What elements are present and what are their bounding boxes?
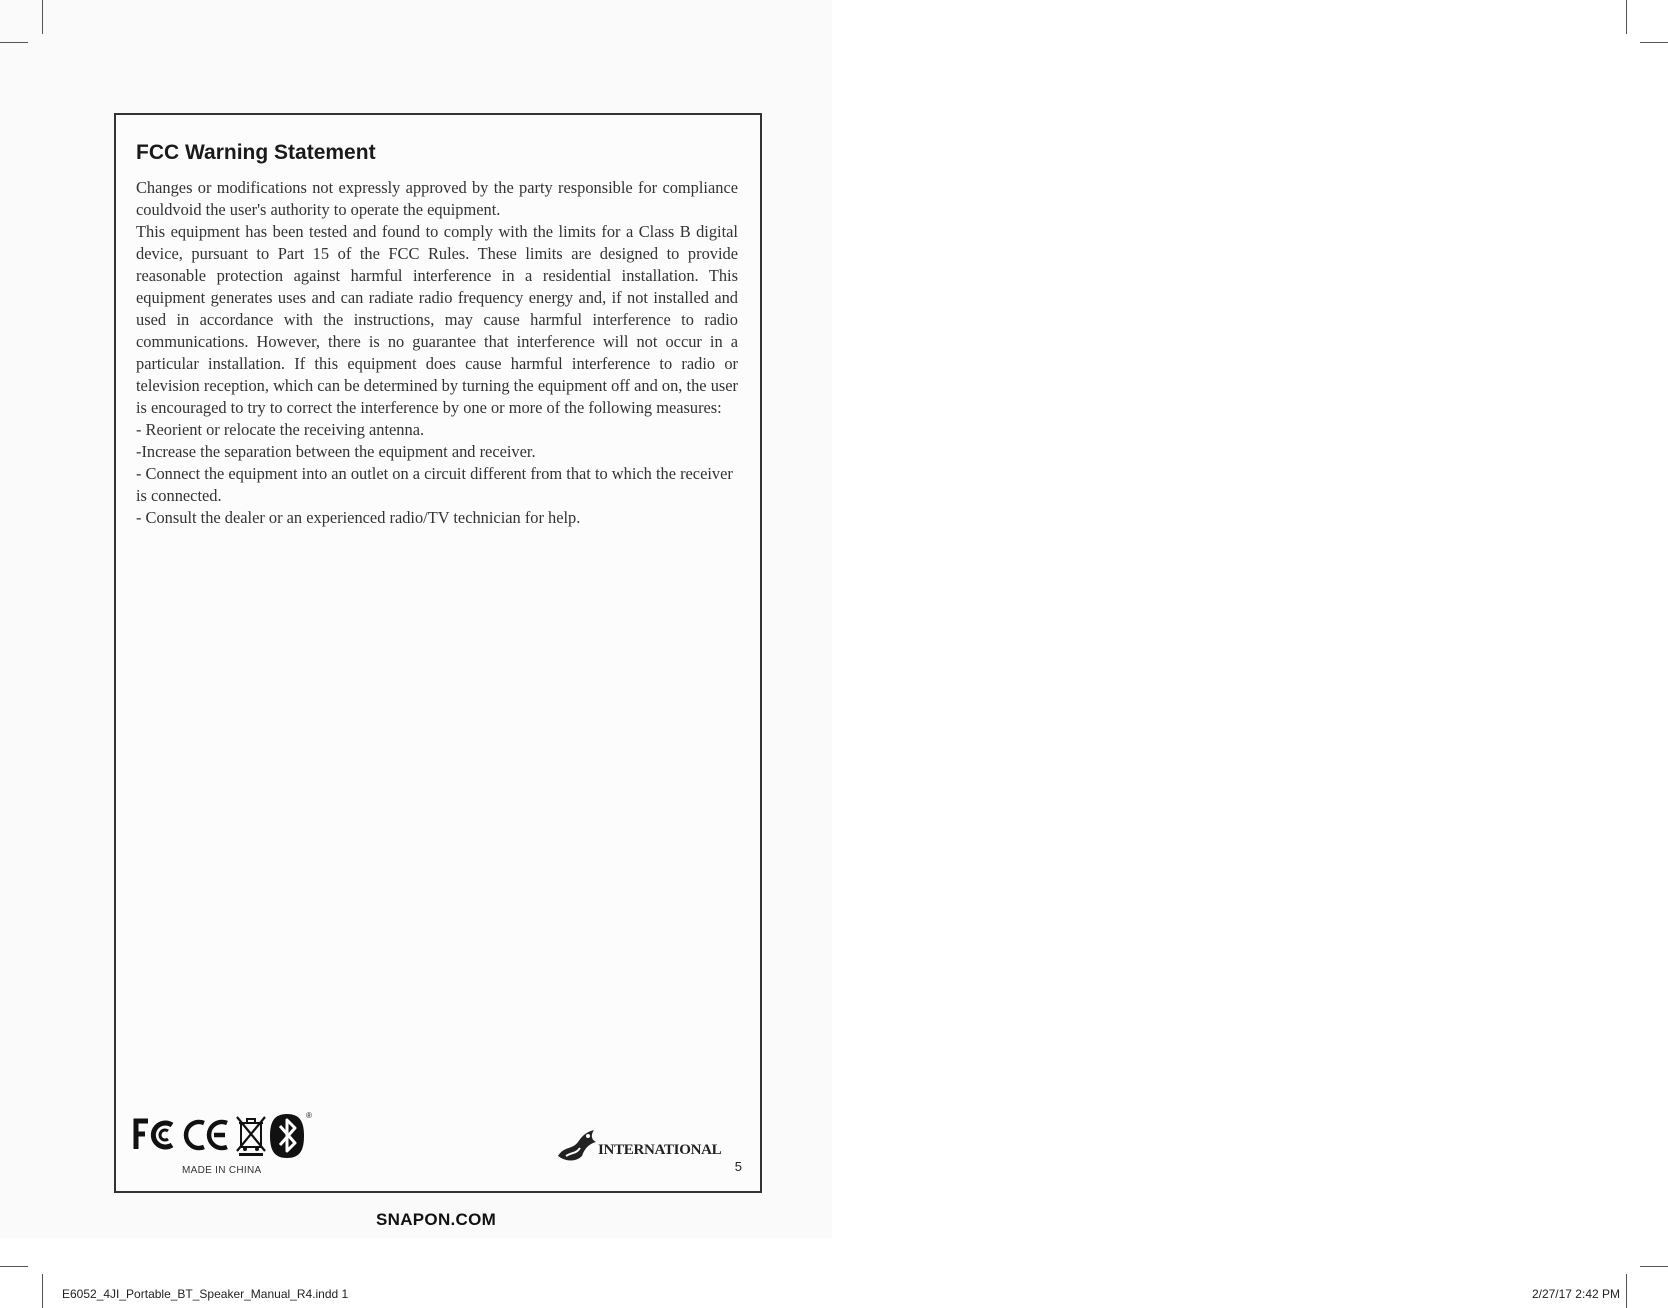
crop-mark-bottom-right-h	[1640, 1266, 1668, 1267]
fcc-logo-icon	[132, 1102, 180, 1155]
measure-item: - Connect the equipment into an outlet on a circuit different from that to which the receiver is connected.	[136, 464, 733, 505]
international-logo-text: INTERNATIONAL	[598, 1141, 722, 1158]
slug-datetime: 2/27/17 2:42 PM	[1531, 1287, 1620, 1301]
fcc-text: FC	[132, 1102, 154, 1119]
crop-mark-top-right-h	[1640, 42, 1668, 43]
crop-mark-bottom-right-v	[1626, 1274, 1627, 1308]
crop-mark-bottom-left-h	[0, 1266, 28, 1267]
crop-mark-bottom-left-v	[42, 1274, 43, 1308]
measure-item: -Increase the separation between the equipment and receiver.	[136, 442, 536, 461]
page-number: 5	[734, 1159, 742, 1174]
measure-item: - Consult the dealer or an experienced radio/TV technician for help.	[136, 508, 581, 527]
statement-body	[136, 177, 738, 529]
ce-text: CE	[182, 1102, 205, 1119]
website-url: SNAPON.COM	[376, 1210, 497, 1229]
crop-mark-top-right-v	[1626, 0, 1627, 34]
paragraph-compliance: This equipment has been tested and found to comply with the limits for a Class B digital device, pursuant to Part 15 of the FCC Rules. These limits are designed to provide reasonable protection against harmful interference in a residential installation. This equipment generates uses and can radiate radio frequency energy and, if not installed and used in accordance with the instructions, may cause harmful interference to radio communications. However, there is no guarantee that interference will not occur in a particular installation. If this equipment does cause harmful interference to radio or television reception, which can be determined by turning the equipment off and on, the user is encouraged to try to correct the interference by one or more of the following measures:	[136, 222, 738, 417]
made-in-china-label: MADE IN CHINA	[182, 1165, 262, 1176]
international-logo	[552, 1125, 722, 1165]
certification-marks	[132, 1102, 312, 1161]
measure-item: - Reorient or relocate the receiving antenna.	[136, 420, 425, 439]
slug-filename: E6052_4JI_Portable_BT_Speaker_Manual_R4.indd 1	[62, 1287, 349, 1301]
bluetooth-icon	[270, 1110, 312, 1160]
paragraph-modifications: Changes or modifications not expressly approved by the party responsible for compliance couldvoid the user's authority to operate the equipment.	[136, 178, 738, 219]
ce-mark-icon	[182, 1102, 232, 1155]
international-logo-icon	[552, 1126, 604, 1164]
registered-mark: ®	[306, 1111, 312, 1120]
crop-mark-top-left-h	[0, 42, 28, 43]
fcc-statement-frame	[114, 113, 762, 1193]
crop-mark-top-left-v	[42, 0, 43, 34]
statement-heading: FCC Warning Statement	[136, 141, 376, 164]
weee-bin-icon	[234, 1114, 268, 1156]
